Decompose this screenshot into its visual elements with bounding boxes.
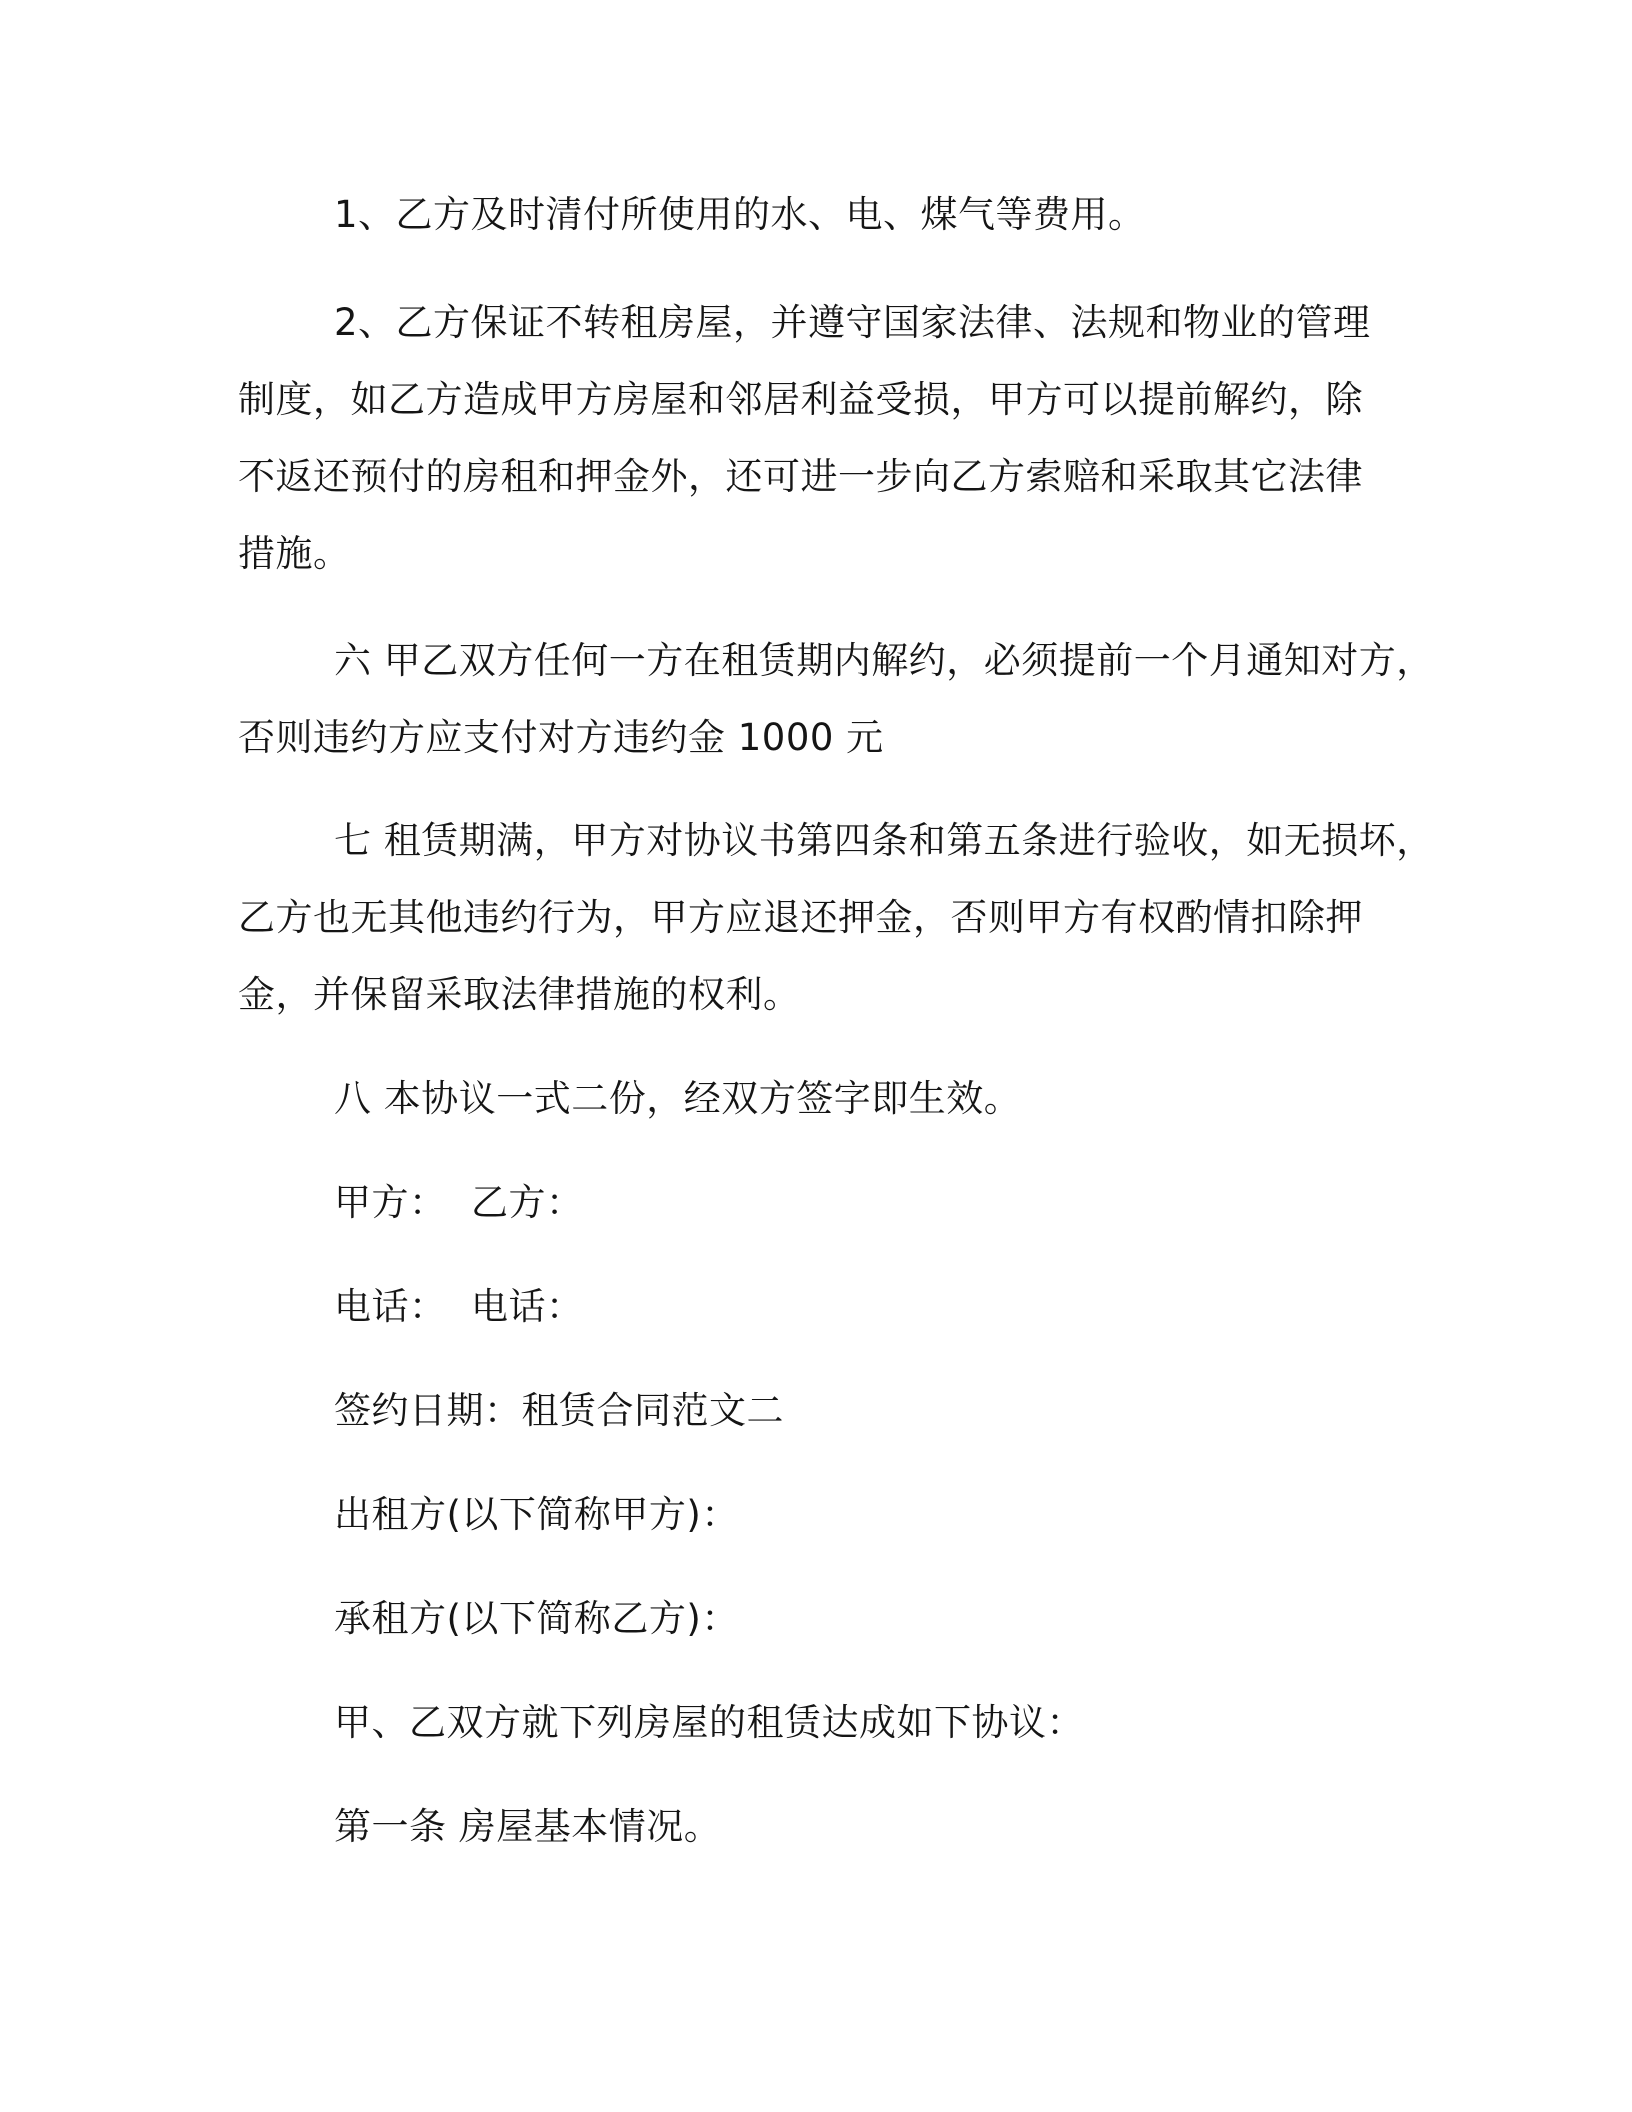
signing-date-line: 签约日期：租赁合同范文二 [334,1389,784,1432]
lessor-line: 出租方(以下简称甲方)： [334,1493,739,1536]
section-8-line: 八 本协议一式二份，经双方签字即生效。 [334,1077,1022,1120]
agreement-intro-line: 甲、乙双方就下列房屋的租赁达成如下协议： [334,1701,1084,1744]
section-6-line-2: 否则违约方应支付对方违约金 1000 元 [238,716,884,759]
section-7-line-2: 乙方也无其他违约行为，甲方应退还押金，否则甲方有权酌情扣除押 [238,896,1363,939]
clause-2-line-1: 2、乙方保证不转租房屋，并遵守国家法律、法规和物业的管理 [334,301,1371,344]
phone-line: 电话： 电话： [334,1285,584,1328]
section-6-line-1: 六 甲乙双方任何一方在租赁期内解约，必须提前一个月通知对方， [334,639,1434,682]
section-7-line-1: 七 租赁期满，甲方对协议书第四条和第五条进行验收，如无损坏， [334,819,1434,862]
clause-2-line-2: 制度，如乙方造成甲方房屋和邻居利益受损，甲方可以提前解约，除 [238,378,1363,421]
clause-1-line: 1、乙方及时清付所使用的水、电、煤气等费用。 [334,193,1146,236]
section-7-line-3: 金，并保留采取法律措施的权利。 [238,973,801,1016]
party-signature-line: 甲方： 乙方： [334,1181,584,1224]
article-1-heading: 第一条 房屋基本情况。 [334,1805,722,1848]
lessee-line: 承租方(以下简称乙方)： [334,1597,739,1640]
clause-2-line-4: 措施。 [238,532,351,575]
clause-2-line-3: 不返还预付的房租和押金外，还可进一步向乙方索赔和采取其它法律 [238,455,1363,498]
